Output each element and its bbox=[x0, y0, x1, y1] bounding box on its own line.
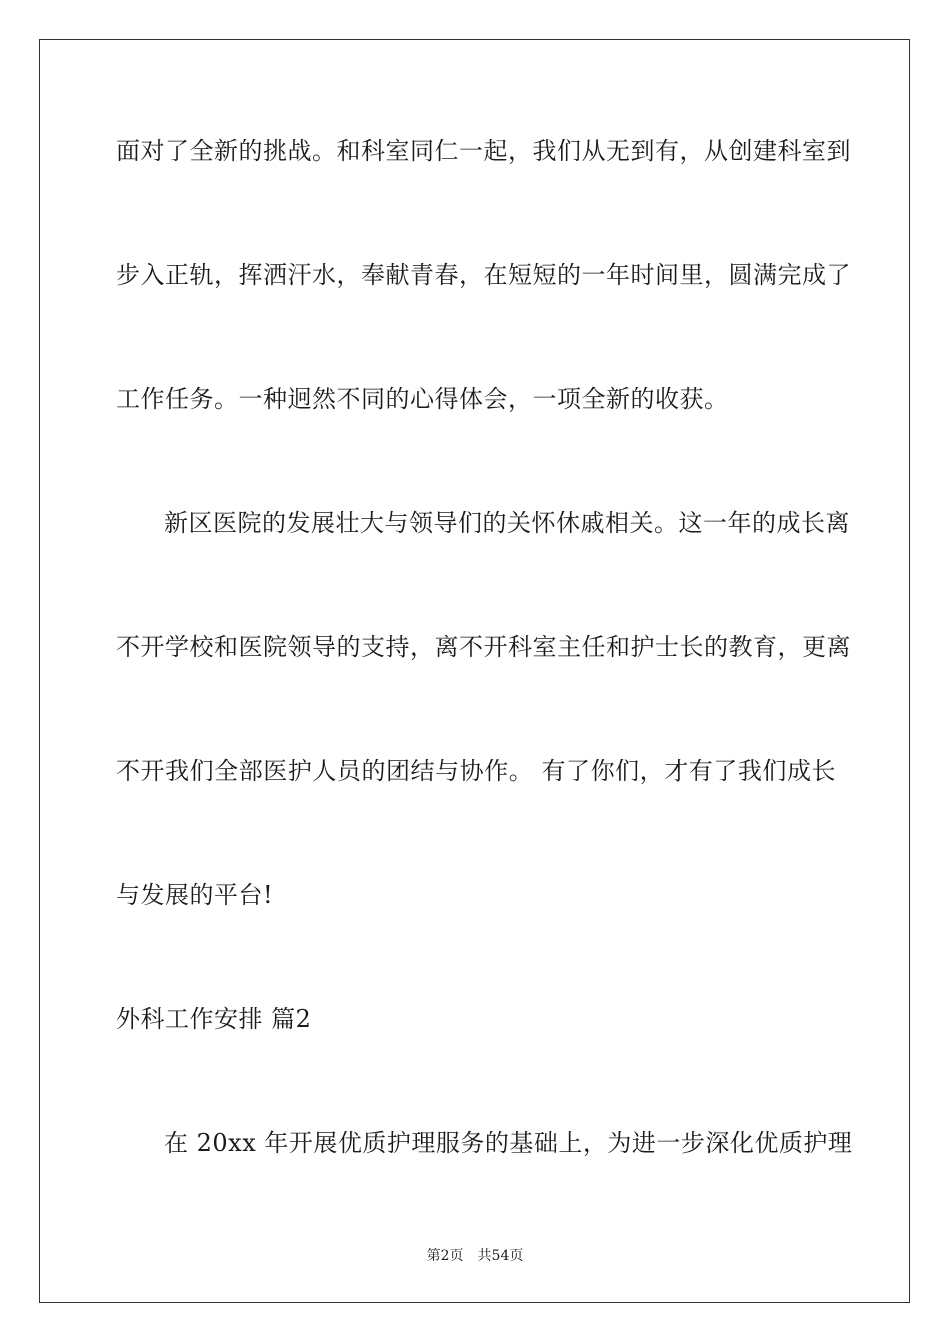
paragraph-line: 不开我们全部医护人员的团结与协作。 有了你们，才有了我们成长 bbox=[116, 757, 836, 785]
page-border bbox=[39, 39, 910, 1303]
page-number: 第2页 bbox=[426, 1248, 464, 1264]
page-footer bbox=[0, 1247, 950, 1265]
paragraph-line: 工作任务。一种迥然不同的心得体会，一项全新的收获。 bbox=[116, 385, 729, 413]
paragraph-line: 不开学校和医院领导的支持，离不开科室主任和护士长的教育，更离 bbox=[116, 633, 851, 661]
page-total: 共54页 bbox=[477, 1248, 524, 1264]
paragraph-line: 步入正轨，挥洒汗水，奉献青春，在短短的一年时间里，圆满完成了 bbox=[116, 261, 851, 289]
paragraph-line: 新区医院的发展壮大与领导们的关怀休戚相关。这一年的成长离 bbox=[164, 509, 850, 537]
paragraph-line: 在 20xx 年开展优质护理服务的基础上，为进一步深化优质护理 bbox=[164, 1129, 853, 1157]
section-heading: 外科工作安排 篇2 bbox=[116, 1005, 312, 1033]
paragraph-line: 与发展的平台! bbox=[116, 881, 274, 909]
paragraph-line: 面对了全新的挑战。和科室同仁一起，我们从无到有，从创建科室到 bbox=[116, 137, 851, 165]
